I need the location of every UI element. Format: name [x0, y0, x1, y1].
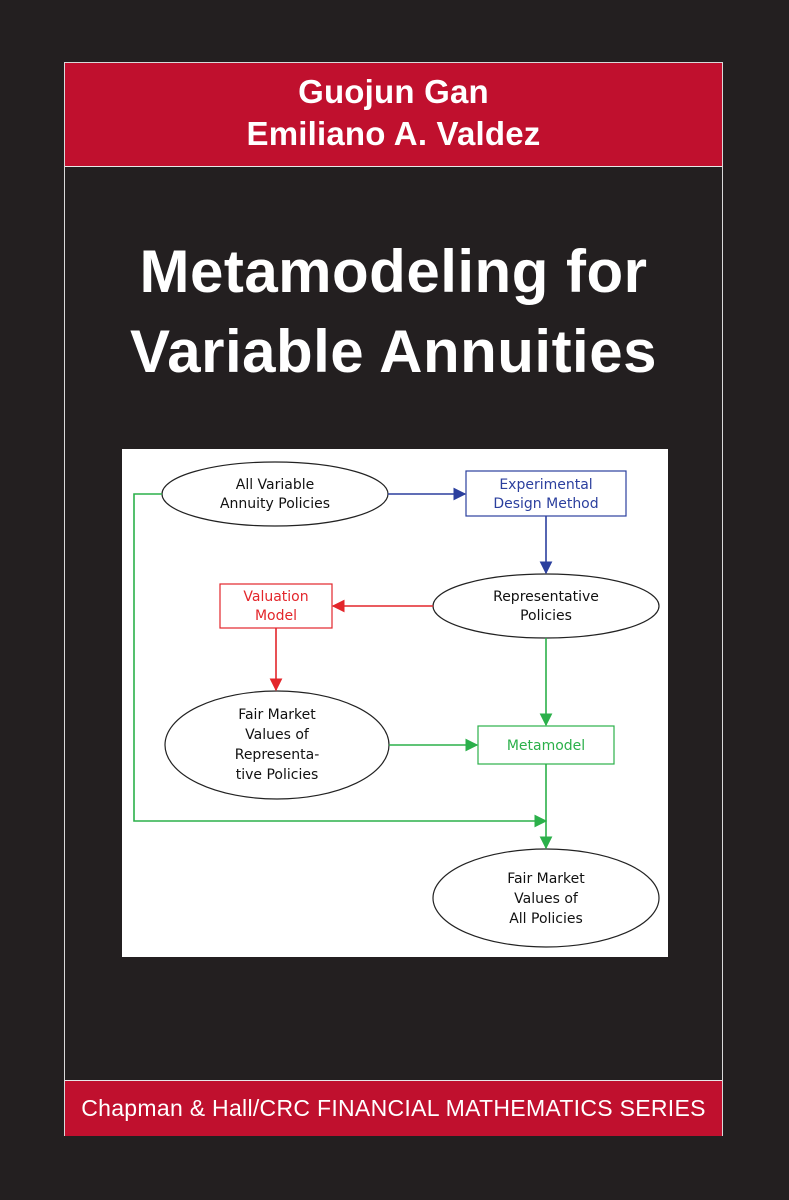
node-representative-policies	[433, 574, 659, 638]
book-title-line: Metamodeling for	[139, 238, 648, 305]
node-design-method	[466, 471, 626, 516]
node-all-policies	[162, 462, 388, 526]
node-label: Values of	[245, 727, 309, 743]
author-name: Emiliano A. Valdez	[246, 115, 541, 152]
series-name: Chapman & Hall/CRC FINANCIAL MATHEMATICS SERIES	[81, 1095, 706, 1121]
node-label: Annuity Policies	[219, 496, 331, 512]
node-label: Fair Market	[507, 871, 585, 887]
node-label: All Variable	[235, 477, 315, 493]
book-title-line: Variable Annuities	[130, 318, 657, 385]
node-label: Values of	[514, 891, 578, 907]
node-fmv-all	[433, 849, 659, 947]
node-label: All Policies	[509, 911, 583, 927]
flow-diagram-svg	[122, 449, 668, 957]
author-name: Guojun Gan	[298, 73, 489, 110]
node-metamodel	[478, 726, 614, 764]
book-title	[65, 232, 722, 392]
node-label: Model	[254, 608, 298, 624]
flow-diagram	[122, 449, 668, 957]
node-valuation-model	[220, 584, 332, 628]
node-label: Experimental	[499, 477, 593, 493]
node-fmv-representative	[165, 691, 389, 799]
node-label: Policies	[520, 608, 572, 624]
node-label: Fair Market	[238, 707, 316, 723]
node-label: Valuation	[243, 589, 309, 605]
author-band	[65, 63, 722, 167]
node-label: Representative	[493, 589, 599, 605]
series-band	[65, 1080, 722, 1136]
node-label: Design Method	[493, 496, 599, 512]
node-label: Metamodel	[506, 738, 586, 754]
node-label: tive Policies	[235, 767, 319, 783]
node-label: Representa-	[234, 747, 320, 763]
